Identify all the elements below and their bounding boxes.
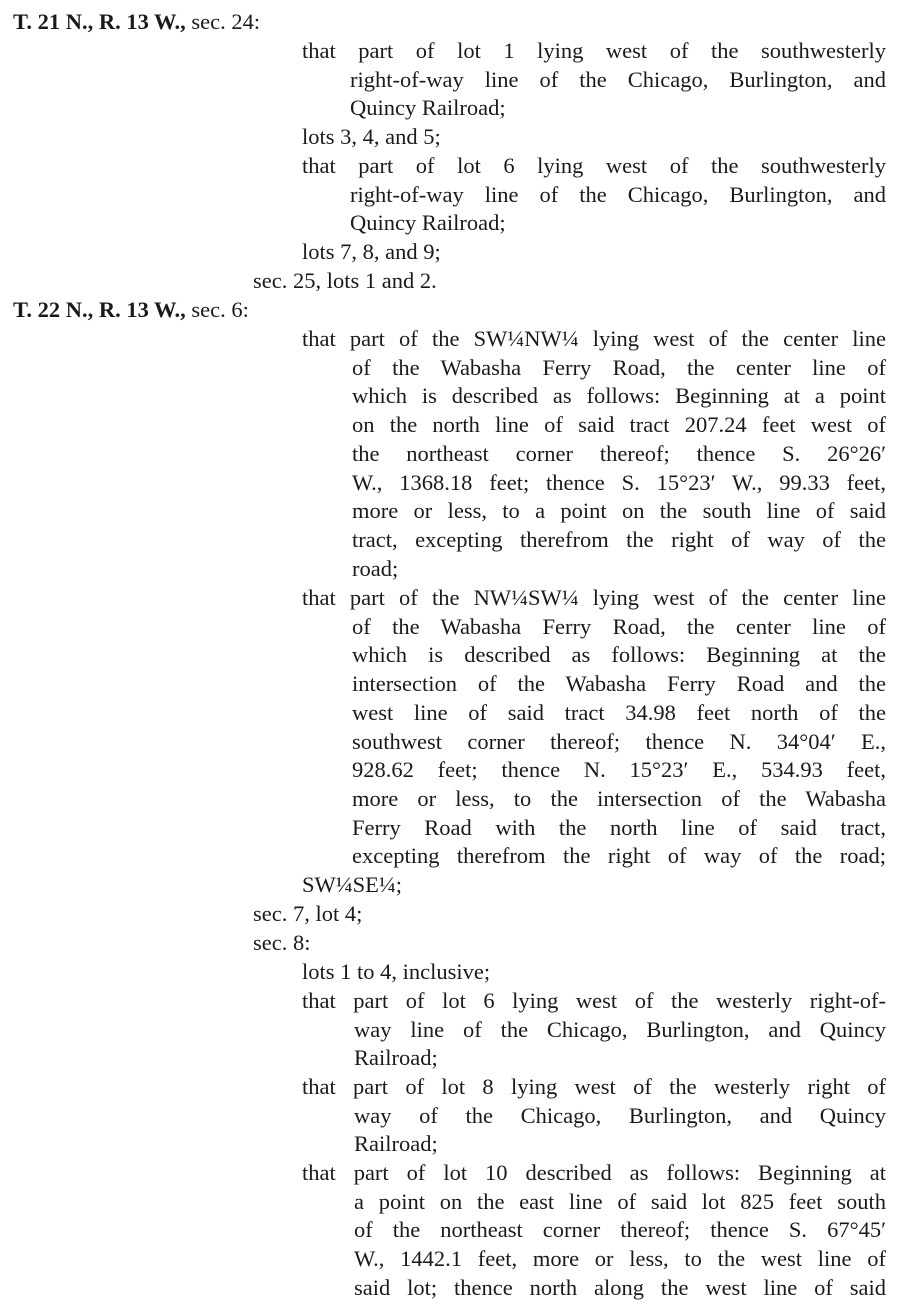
text-line: way line of the Chicago, Burlington, and Quincy xyxy=(354,1016,886,1042)
legal-description-item xyxy=(302,152,886,238)
text-line: tract, excepting therefrom the right of way of the xyxy=(352,526,886,552)
text-line: right-of-way line of the Chicago, Burlington, and xyxy=(350,181,886,207)
section-entry: sec. 8: xyxy=(253,930,311,955)
legal-description-item: SW¼SE¼; xyxy=(302,872,403,897)
text-line: that part of the NW¼SW¼ lying west of the center line xyxy=(302,585,886,610)
legal-description-item xyxy=(302,987,886,1073)
text-line: that part of lot 1 lying west of the southwesterly xyxy=(302,38,886,63)
text-line: more or less, to the intersection of the Wabasha xyxy=(352,785,886,811)
legal-description-item xyxy=(302,37,886,123)
text-line: a point on the east line of said lot 825 feet south xyxy=(354,1188,886,1214)
text-line: west line of said tract 34.98 feet north of the xyxy=(352,699,886,725)
text-line: Ferry Road with the north line of said tract, xyxy=(352,814,886,840)
text-line: that part of lot 10 described as follows: Beginning at xyxy=(302,1160,886,1185)
text-line: more or less, to a point on the south line of said xyxy=(352,498,886,524)
text-line: which is described as follows: Beginning at the xyxy=(352,642,886,668)
legal-description-item: lots 7, 8, and 9; xyxy=(302,239,441,264)
text-line: W., 1368.18 feet; thence S. 15°23′ W., 99.33 feet, xyxy=(352,469,886,495)
legal-description-item xyxy=(302,1159,886,1303)
section-entry: sec. 25, lots 1 and 2. xyxy=(253,268,437,293)
text-line: Quincy Railroad; xyxy=(350,95,506,121)
text-line: said lot; thence north along the west line of said xyxy=(354,1274,886,1300)
text-line: that part of the SW¼NW¼ lying west of the center line xyxy=(302,326,886,351)
section-entry: sec. 7, lot 4; xyxy=(253,901,363,926)
text-line: southwest corner thereof; thence N. 34°04′ E., xyxy=(352,728,886,754)
township-label: T. 22 N., R. 13 W., xyxy=(13,297,186,322)
text-line: Railroad; xyxy=(354,1045,438,1071)
text-line: right-of-way line of the Chicago, Burlington, and xyxy=(350,66,886,92)
text-line: of the northeast corner thereof; thence S. 67°45′ xyxy=(354,1217,886,1243)
legal-description-item: lots 3, 4, and 5; xyxy=(302,124,441,149)
text-line: road; xyxy=(352,555,399,581)
township-label: T. 21 N., R. 13 W., xyxy=(13,9,186,34)
text-line: which is described as follows: Beginning at a point xyxy=(352,383,886,409)
text-line: on the north line of said tract 207.24 feet west of xyxy=(352,412,886,438)
legal-description-item: lots 1 to 4, inclusive; xyxy=(302,959,491,984)
township-heading-t21 xyxy=(13,8,260,37)
text-line: that part of lot 6 lying west of the southwesterly xyxy=(302,153,886,178)
section-label: sec. 24: xyxy=(185,9,261,34)
text-line: that part of lot 6 lying west of the westerly right-of- xyxy=(302,988,886,1013)
legal-description-item xyxy=(302,584,886,871)
text-line: the northeast corner thereof; thence S. 26°26′ xyxy=(352,440,886,466)
text-line: intersection of the Wabasha Ferry Road and the xyxy=(352,671,886,697)
text-line: of the Wabasha Ferry Road, the center line of xyxy=(352,354,886,380)
text-line: Quincy Railroad; xyxy=(350,210,506,236)
text-line: that part of lot 8 lying west of the westerly right of xyxy=(302,1074,886,1099)
legal-description-item xyxy=(302,325,886,583)
township-heading-t22 xyxy=(13,296,249,325)
text-line: W., 1442.1 feet, more or less, to the west line of xyxy=(354,1246,886,1272)
legal-description-item xyxy=(302,1073,886,1159)
text-line: of the Wabasha Ferry Road, the center line of xyxy=(352,613,886,639)
text-line: 928.62 feet; thence N. 15°23′ E., 534.93 feet, xyxy=(352,757,886,783)
section-label: sec. 6: xyxy=(185,297,249,322)
text-line: Railroad; xyxy=(354,1131,438,1157)
text-line: excepting therefrom the right of way of the road; xyxy=(352,843,886,869)
text-line: way of the Chicago, Burlington, and Quincy xyxy=(354,1102,886,1128)
